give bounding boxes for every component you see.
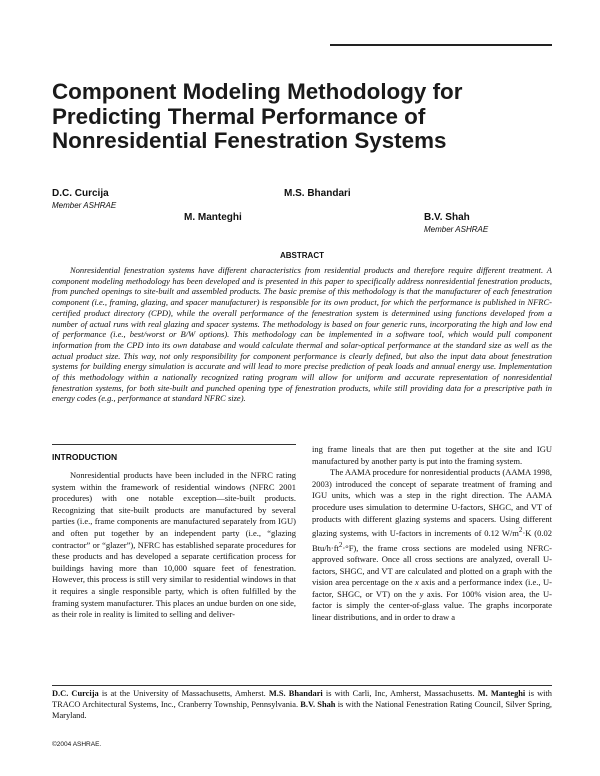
author-1-affiliation: Member ASHRAE [52, 201, 117, 210]
title-line-2: Predicting Thermal Performance of [52, 103, 426, 129]
author-4-affiliation: Member ASHRAE [424, 225, 489, 234]
intro-rule [52, 444, 296, 445]
para2-part-c: ·°F), the frame cross sections are modeled using NFRC-approved software. Once all cross sections are analyzed, overall U-factors, SHGC, and VT are calculated and plotted on a graph with the vision area percentage on the [312, 542, 552, 588]
title-line-1: Component Modeling Methodology for [52, 79, 463, 104]
footnote-author-2: M.S. Bhandari [268, 689, 323, 698]
footnote-rule [52, 685, 552, 686]
introduction-heading: INTRODUCTION [52, 452, 118, 462]
abstract-text: Nonresidential fenestration systems have different characteristics from residential products and therefore require different treatment. A component modeling methodology has been developed and is presented in this paper to specifically address nonresidential fenestration products, from punched openings to site-built and assembled products. The basic premise of this methodology is that the manufacturer of each fenestration component (i.e., framing, glazing, and spacer manufacturer) is responsible for its own product, for which the performance is published in NFRC-certified product directory (CPD), while the overall performance of the fenestration system is determined using functions developed from a number of actual runs with real glazing and spacer systems. The methodology is based on four generic runs, incorporating the high and low end of performance (i.e., best/worst or B/W options). This methodology can be implemented in a software tool, which would pull component information from the CPD into its own database and would calculate thermal and solar-optical performance at the standard size as well as the actual product size. This way, not only responsibility for component performance is clearly defined, but also the input data about fenestration systems for building energy simulation is accurate and will lead to more precise prediction of peak loads and annual energy use. Implementation of this methodology within a nationally recognized rating program will allow for uniform and accurate representation of nonresidential fenestration systems, for both site-built and punched opening type of fenestration products, while still providing data for a prescriptive path in energy codes (e.g., performance at standard NFRC size). [52, 265, 552, 404]
para2-part-b: ·K (0.02 Btu/h·ft [312, 527, 552, 553]
intro-right-para-1: ing frame lineals that are then put together at the site and IGU manufactured by another party is put into the framing system. [312, 444, 552, 466]
author-2-name: M.S. Bhandari [284, 188, 351, 199]
x-axis-letter: x [415, 577, 419, 588]
author-3-name: M. Manteghi [184, 212, 242, 223]
para2-part-e: axis. For 100% vision area, the U-factor is simply the center-of-glass value. The graphs incorporate linear distributions, and in order to draw a [312, 588, 552, 622]
footnote-affil-3: is with TRACO Architectural Systems, Inc., Cranberry Township, Pennsylvania. [52, 689, 552, 710]
superscript-2b: 2 [338, 540, 343, 549]
top-rule [330, 44, 552, 46]
superscript-2: 2 [518, 526, 523, 535]
intro-right-para-2 [312, 467, 552, 623]
intro-left-column: Nonresidential products have been included in the NFRC rating system within the framework of residential windows (NFRC 2001 procedures) with one notable exception—site-built products. Recognizing that site-built products are manufactured by several parties (i.e., frame components are manufactured separately from IGU) and often put together by an independent party (i.e., “glazing contractor” or “glazer”), NFRC has established separate procedures for these products and has developed a separate certification process for buildings having more than 10,000 square feet of fenestration. However, this process is still very similar to residential windows in that it requires a single responsible party, which is often fulfilled by the framing system manufacturer. This places an undue burden on one side, as their role in reality is limited to selling and deliver- [52, 470, 296, 620]
para2-part-d: axis and a performance index (i.e., U-factor, SHGC, or VT) on the [312, 577, 553, 599]
footnote-affil-4: is with the National Fenestration Rating Council, Silver Spring, Maryland. [52, 700, 553, 721]
paper-title [52, 80, 552, 154]
footnote-author-4: B.V. Shah [300, 700, 336, 710]
para2-part-a: The AAMA procedure for nonresidential products (AAMA 1998, 2003) introduced the concept of separate treatment of framing and IGU units, which was a step in the right direction. The AAMA procedure uses simulation to determine U-factors, SHGC, and VT of products with different glazing systems and spacers. Using different glazing systems, with U-factors in increments of 0.12 W/m [312, 467, 552, 538]
y-axis-letter: y [419, 588, 424, 599]
author-footnote [52, 688, 552, 722]
footnote-author-3: M. Manteghi [477, 689, 526, 698]
footnote-affil-1: is at the University of Massachusetts, Amherst. [98, 689, 269, 698]
author-4-name: B.V. Shah [424, 212, 470, 223]
intro-right-column [312, 444, 552, 624]
footnote-author-1: D.C. Curcija [52, 689, 99, 698]
abstract-heading: ABSTRACT [280, 251, 324, 260]
copyright: ©2004 ASHRAE. [52, 741, 102, 748]
author-1-name: D.C. Curcija [52, 188, 109, 199]
footnote-affil-2: is with Carli, Inc, Amherst, Massachusetts. [322, 689, 478, 698]
title-line-3: Nonresidential Fenestration Systems [52, 128, 447, 153]
